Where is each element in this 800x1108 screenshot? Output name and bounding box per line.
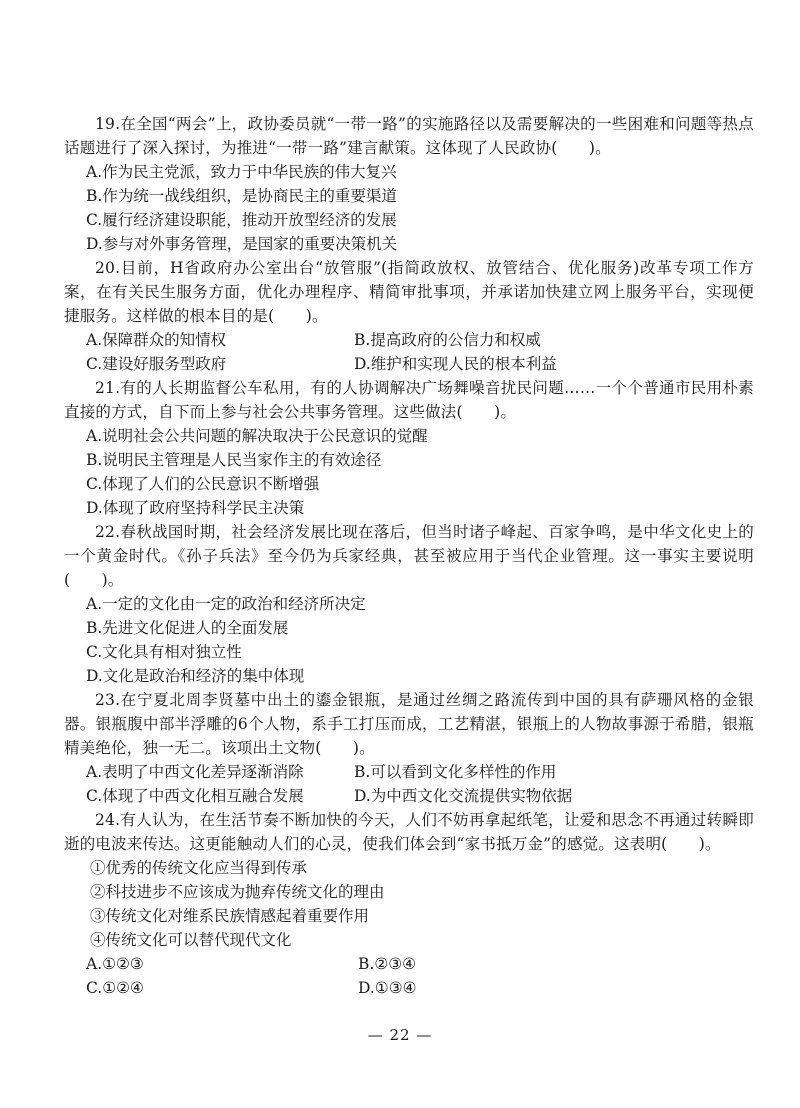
option-a: A.表明了中西文化差异逐渐消除 xyxy=(86,763,304,781)
option-a: A.作为民主党派，致力于中华民族的伟大复兴 xyxy=(86,163,397,181)
option-b: B.说明民主管理是人民当家作主的有效途径 xyxy=(86,451,382,469)
option-b: B.可以看到文化多样性的作用 xyxy=(354,763,557,781)
option-b: B.②③④ xyxy=(358,955,417,973)
option-b: B.提高政府的公信力和权威 xyxy=(354,331,541,349)
question-stem: 23.在宁夏北周李贤墓中出土的鎏金银瓶，是通过丝绸之路流传到中国的具有萨珊风格的金银器。银瓶腹中部半浮雕的6个人物，系手工打压而成，工艺精湛，银瓶上的人物故事源于希腊，银瓶精美绝伦，独一无二。该项出土文物( )。 xyxy=(64,691,754,757)
option-a: A.一定的文化由一定的政治和经济所决定 xyxy=(86,595,366,613)
option-d: D.文化是政治和经济的集中体现 xyxy=(86,667,305,685)
option-a: A.保障群众的知情权 xyxy=(86,331,227,349)
statement-1: ①优秀的传统文化应当得到传承 xyxy=(90,859,308,877)
option-row xyxy=(64,952,754,976)
option-d: D.参与对外事务管理，是国家的重要决策机关 xyxy=(86,235,398,253)
option-c: C.①②④ xyxy=(86,979,144,997)
question-stem: 24.有人认为，在生活节奏不断加快的今天，人们不妨再拿起纸笔，让爱和思念不再通过转瞬即逝的电波来传达。这更能触动人们的心灵，使我们体会到“家书抵万金”的感觉。这表明( )。 xyxy=(64,811,754,853)
option-c: C.建设好服务型政府 xyxy=(86,355,227,373)
question-stem: 22.春秋战国时期，社会经济发展比现在落后，但当时诸子峰起、百家争鸣，是中华文化史上的一个黄金时代。《孙子兵法》至今仍为兵家经典，甚至被应用于当代企业管理。这一事实主要说明( )。 xyxy=(64,523,754,589)
option-d: D.体现了政府坚持科学民主决策 xyxy=(86,499,305,517)
option-row xyxy=(64,328,754,352)
page-number: — 22 — xyxy=(367,1026,433,1044)
question-list xyxy=(64,112,754,1000)
option-d: D.为中西文化交流提供实物依据 xyxy=(354,787,573,805)
option-row xyxy=(64,760,754,784)
question-21 xyxy=(64,376,754,520)
statement-4: ④传统文化可以替代现代文化 xyxy=(90,931,292,949)
option-b: B.作为统一战线组织，是协商民主的重要渠道 xyxy=(86,187,397,205)
question-24 xyxy=(64,808,754,1000)
option-d: D.维护和实现人民的根本利益 xyxy=(354,355,557,373)
question-19 xyxy=(64,112,754,256)
question-23 xyxy=(64,688,754,808)
question-22 xyxy=(64,520,754,688)
statement-3: ③传统文化对维系民族情感起着重要作用 xyxy=(90,907,370,925)
option-row xyxy=(64,784,754,808)
option-a: A.说明社会公共问题的解决取决于公民意识的觉醒 xyxy=(86,427,428,445)
option-d: D.①③④ xyxy=(358,979,417,997)
statement-2: ②科技进步不应该成为抛弃传统文化的理由 xyxy=(90,883,385,901)
question-stem: 21.有的人长期监督公车私用，有的人协调解决广场舞噪音扰民问题……一个个普通市民用朴素直接的方式，自下而上参与社会公共事务管理。这些做法( )。 xyxy=(64,379,754,421)
question-stem: 19.在全国“两会”上，政协委员就“一带一路”的实施路径以及需要解决的一些困难和问题等热点话题进行了深入探讨，为推进“一带一路”建言献策。这体现了人民政协( )。 xyxy=(64,115,754,157)
option-c: C.体现了中西文化相互融合发展 xyxy=(86,787,304,805)
option-b: B.先进文化促进人的全面发展 xyxy=(86,619,289,637)
option-a: A.①②③ xyxy=(86,955,144,973)
option-row xyxy=(64,352,754,376)
question-stem: 20.目前，H省政府办公室出台“放管服”(指简政放权、放管结合、优化服务)改革专项工作方案，在有关民生服务方面，优化办理程序、精简审批事项，并承诺加快建立网上服务平台，实现便捷服务。这样做的根本目的是( )。 xyxy=(64,259,754,325)
option-c: C.体现了人们的公民意识不断增强 xyxy=(86,475,320,493)
option-c: C.文化具有相对独立性 xyxy=(86,643,242,661)
question-20 xyxy=(64,256,754,376)
option-c: C.履行经济建设职能，推动开放型经济的发展 xyxy=(86,211,397,229)
option-row xyxy=(64,976,754,1000)
